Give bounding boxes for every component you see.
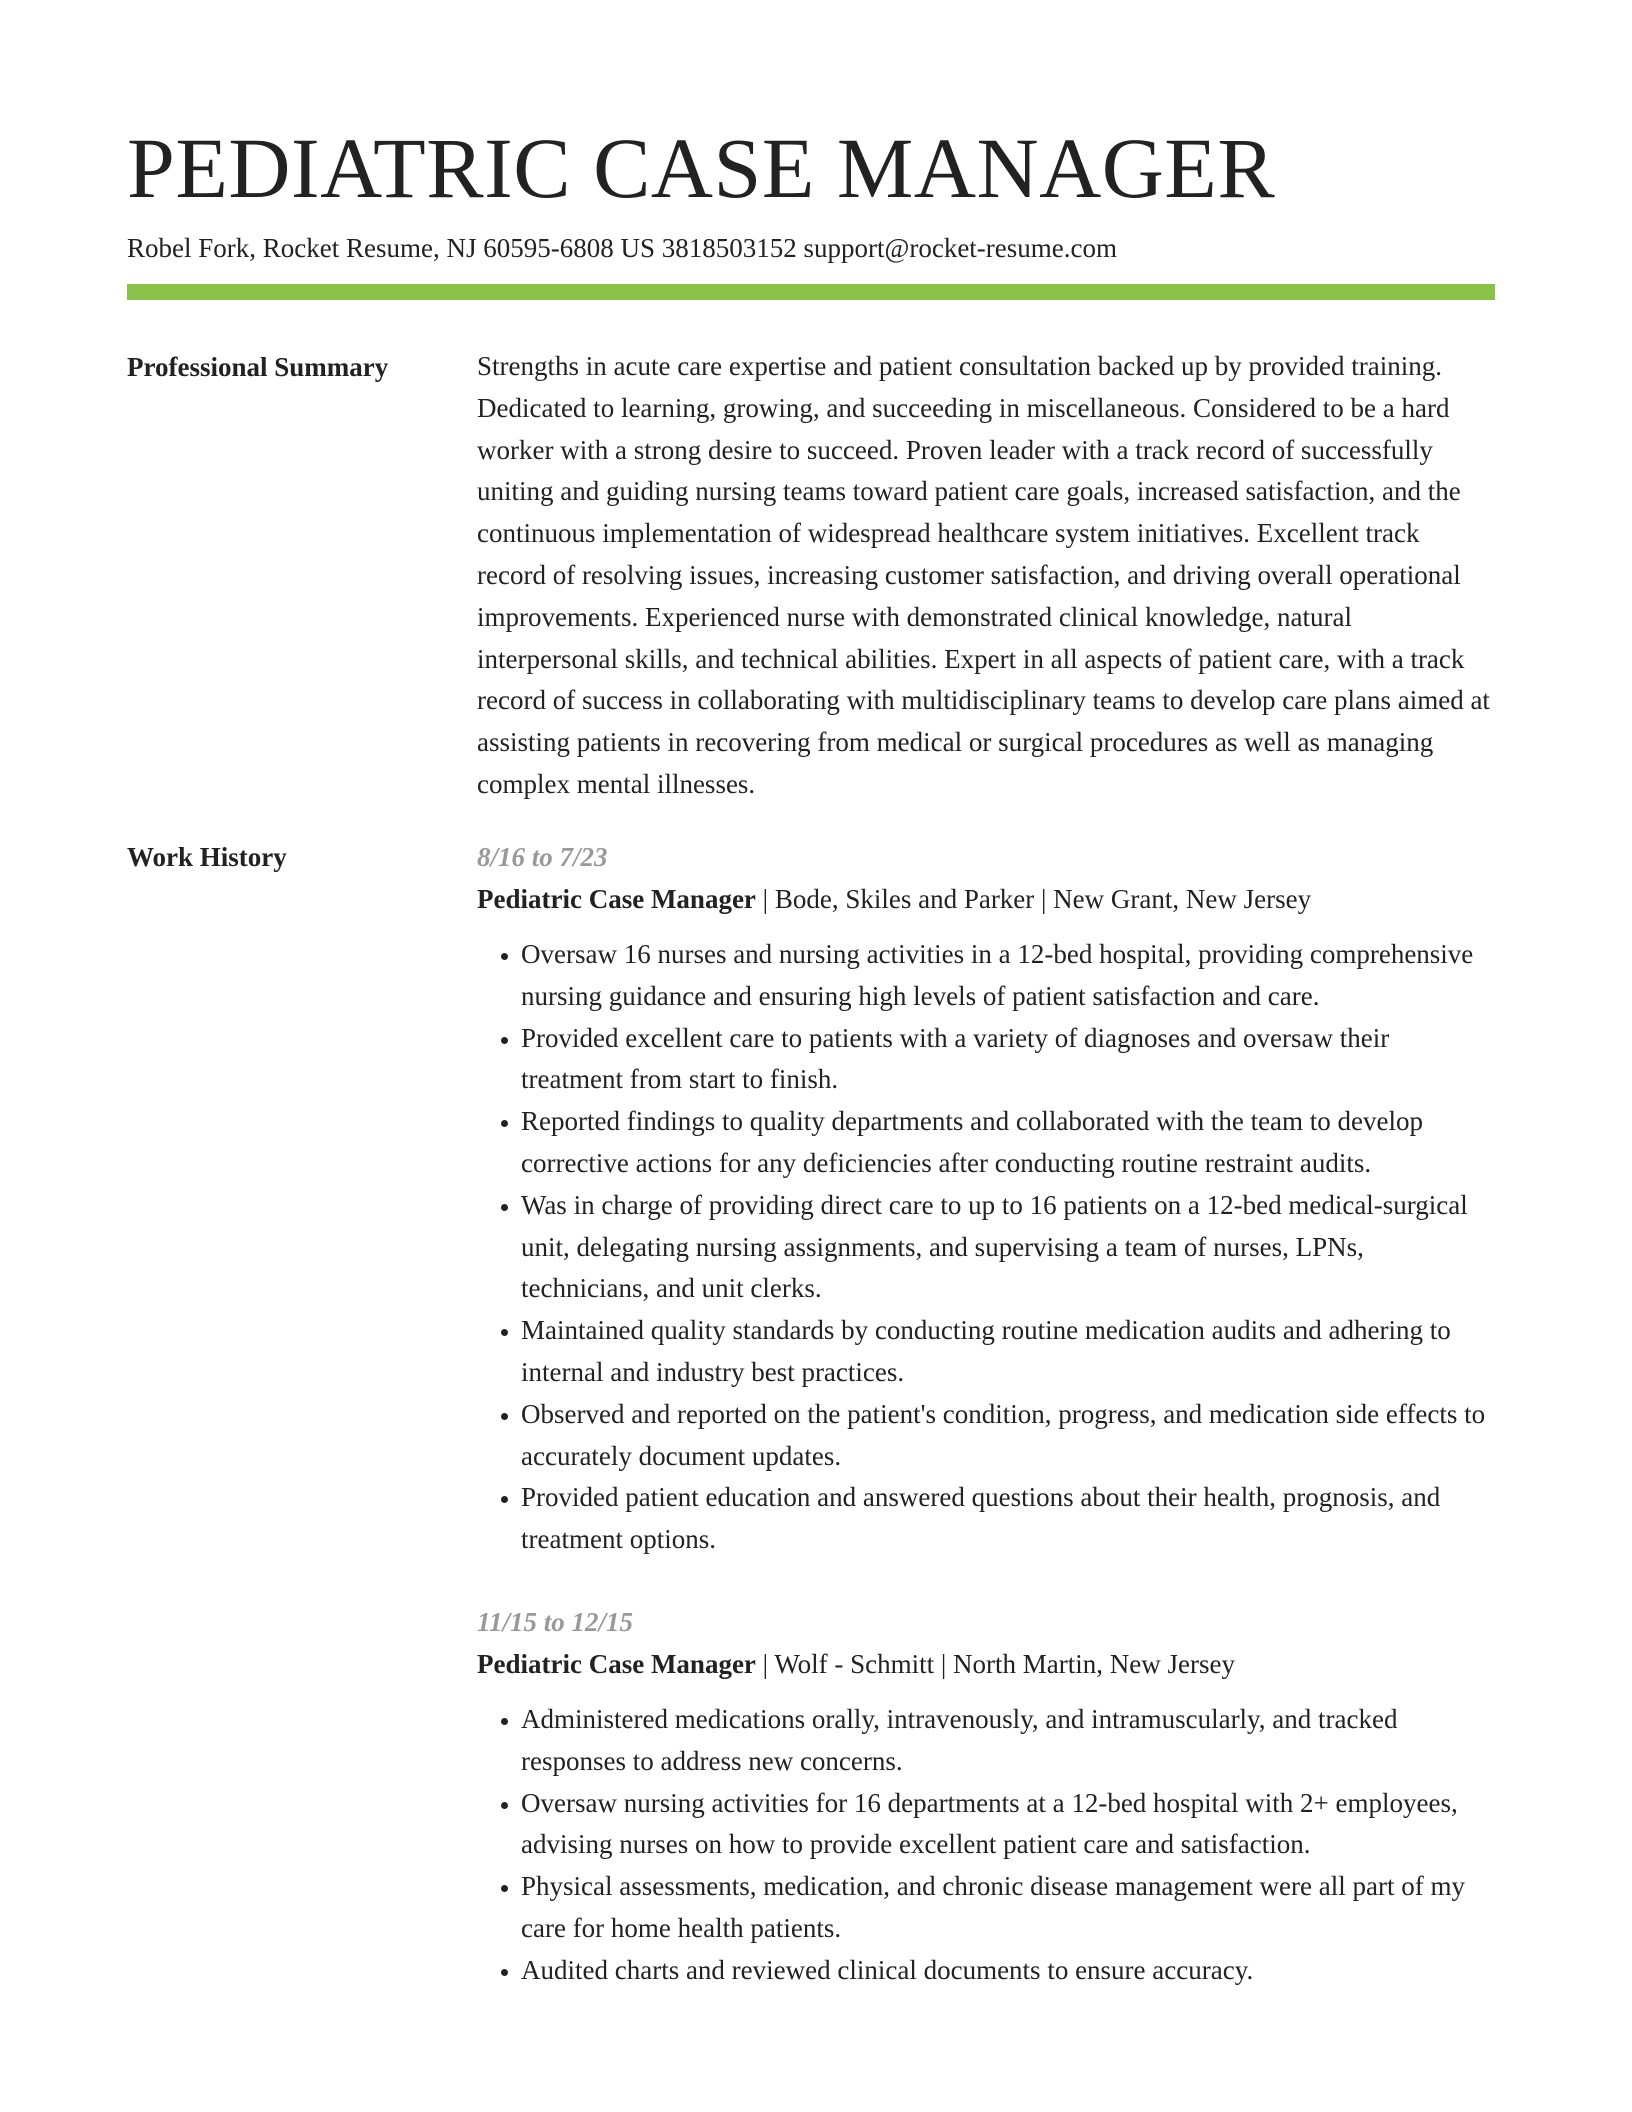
job-bullets — [477, 934, 1495, 1561]
job-title: Pediatric Case Manager — [477, 1648, 756, 1679]
job-heading — [477, 1643, 1495, 1685]
job-dates: 11/15 to 12/15 — [477, 1606, 634, 1637]
job-bullets — [477, 1699, 1495, 1992]
summary-heading: Professional Summary — [127, 352, 389, 382]
job-details: | Bode, Skiles and Parker | New Grant, New Jersey — [755, 884, 1312, 914]
summary-text: Strengths in acute care expertise and patient consultation backed up by provided training. Dedicated to learning, growing, and succeeding in miscellaneous. Considered to be a hard worker with a strong desire to succeed. Proven leader with a track record of successfully uniting and guiding nursing teams toward patient care goals, increased satisfaction, and the continuous implementation of widespread healthcare system initiatives. Excellent track record of resolving issues, increasing customer satisfaction, and driving overall operational improvements. Experienced nurse with demonstrated clinical knowledge, natural interpersonal skills, and technical abilities. Expert in all aspects of patient care, with a track record of success in collaborating with multidisciplinary teams to develop care plans aimed at assisting patients in recovering from medical or surgical procedures as well as managing complex mental illnesses. — [477, 351, 1490, 799]
job-bullet: • Maintained quality standards by conducting routine medication audits and adhering to internal and industry best practices. — [521, 1310, 1495, 1394]
job-title: Pediatric Case Manager — [477, 884, 756, 914]
job-details: | Wolf - Schmitt | North Martin, New Jersey — [755, 1648, 1235, 1679]
job-bullet: • Provided excellent care to patients with a variety of diagnoses and oversaw their treatment from start to finish. — [521, 1018, 1495, 1102]
job-dates: 8/16 to 7/23 — [477, 842, 608, 872]
job-bullet: • Physical assessments, medication, and chronic disease management were all part of my care for home health patients. — [521, 1866, 1495, 1950]
job-entry — [477, 836, 1495, 1561]
header-divider — [127, 284, 1495, 300]
job-bullet: • Provided patient education and answered questions about their health, prognosis, and treatment options. — [521, 1477, 1495, 1561]
work-history-heading: Work History — [127, 842, 287, 872]
job-bullet: • Was in charge of providing direct care to up to 16 patients on a 12-bed medical-surgical unit, delegating nursing assignments, and supervising a team of nurses, LPNs, technicians, and unit clerks. — [521, 1185, 1495, 1310]
job-bullet: • Observed and reported on the patient's condition, progress, and medication side effects to accurately document updates. — [521, 1394, 1495, 1478]
job-bullet: • Audited charts and reviewed clinical documents to ensure accuracy. — [521, 1950, 1495, 1992]
job-bullet: • Reported findings to quality departments and collaborated with the team to develop corrective actions for any deficiencies after conducting routine restraint audits. — [521, 1101, 1495, 1185]
contact-line: Robel Fork, Rocket Resume, NJ 60595-6808 US 3818503152 support@rocket-resume.com — [127, 233, 1117, 263]
page-title: PEDIATRIC CASE MANAGER — [127, 120, 1276, 216]
job-bullet: • Oversaw nursing activities for 16 departments at a 12-bed hospital with 2+ employees, advising nurses on how to provide excellent patient care and satisfaction. — [521, 1783, 1495, 1867]
job-entry — [477, 1601, 1495, 1992]
job-bullet: • Oversaw 16 nurses and nursing activities in a 12-bed hospital, providing comprehensive nursing guidance and ensuring high levels of patient satisfaction and care. — [521, 934, 1495, 1018]
job-bullet: • Administered medications orally, intravenously, and intramuscularly, and tracked responses to address new concerns. — [521, 1699, 1495, 1783]
job-heading — [477, 878, 1495, 920]
work-history-body — [477, 836, 1495, 2032]
summary-body — [477, 346, 1495, 806]
